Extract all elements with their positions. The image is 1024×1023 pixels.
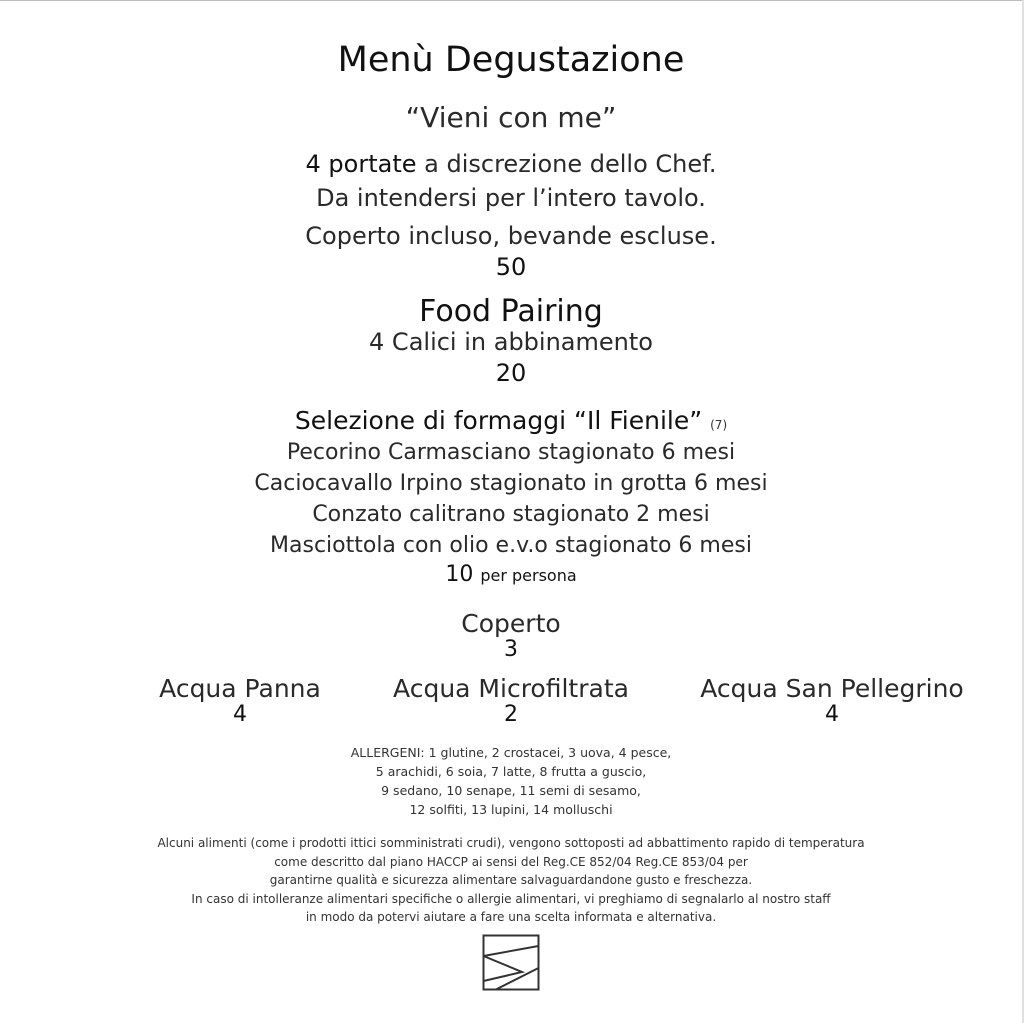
- nota-line: in modo da potervi aiutare a fare una scelta informata e alternativa.: [305, 910, 717, 924]
- coperto-price: 3: [504, 637, 518, 662]
- food-pairing-title: Food Pairing: [419, 294, 603, 329]
- allergeni-line: 12 solfiti, 13 lupini, 14 molluschi: [409, 802, 613, 817]
- portate-desc: a discrezione dello Chef.: [416, 150, 717, 178]
- allergeni-line: 5 arachidi, 6 soia, 7 latte, 8 frutta a guscio,: [375, 764, 647, 779]
- degustazione-name: “Vieni con me”: [405, 101, 617, 134]
- menu-title: Menù Degustazione: [337, 40, 685, 80]
- formaggi-allergen-note: (7): [710, 418, 728, 432]
- nota-block: [0, 834, 1022, 927]
- allergeni-line: ALLERGENI: 1 glutine, 2 crostacei, 3 uova, 4 pesce,: [350, 745, 672, 760]
- formaggi-title-row: [0, 406, 1022, 435]
- portate-count: 4 portate: [305, 150, 417, 178]
- acqua-label: Acqua Panna: [159, 674, 321, 703]
- allergeni-line: 9 sedano, 10 senape, 11 semi di sesamo,: [381, 783, 641, 798]
- formaggi-item: Caciocavallo Irpino stagionato in grotta 6 mesi: [254, 471, 768, 496]
- acqua-label: Acqua San Pellegrino: [700, 674, 964, 703]
- degustazione-line-2: Da intendersi per l’intero tavolo.: [316, 184, 706, 212]
- acqua-price: 4: [233, 702, 247, 727]
- nota-line: garantirne qualità e sicurezza alimentare salvaguardandone gusto e freschezza.: [269, 873, 753, 887]
- formaggi-price: 10: [445, 562, 474, 587]
- acqua-label: Acqua Microfiltrata: [393, 674, 629, 703]
- acqua-price: 2: [504, 702, 518, 727]
- food-pairing-desc: 4 Calici in abbinamento: [369, 328, 653, 356]
- nota-line: come descritto dal piano HACCP ai sensi del Reg.CE 852/04 Reg.CE 853/04 per: [274, 854, 748, 869]
- formaggi-price-row: [0, 562, 1022, 587]
- formaggi-item: Conzato calitrano stagionato 2 mesi: [312, 502, 710, 527]
- restaurant-logo-icon: [482, 934, 540, 991]
- nota-line: Alcuni alimenti (come i prodotti ittici somministrati crudi), vengono sottoposti ad abbattimento rapido di temperatura: [157, 836, 865, 850]
- formaggi-price-unit: per persona: [480, 566, 577, 585]
- degustazione-line-1: [0, 150, 1022, 178]
- acqua-panna: [140, 674, 340, 727]
- formaggi-title: Selezione di formaggi “Il Fienile”: [294, 406, 703, 435]
- acqua-microfiltrata: [371, 674, 651, 727]
- top-border: [0, 0, 1024, 1]
- coperto-label: Coperto: [461, 609, 561, 638]
- allergeni-block: [0, 743, 1022, 819]
- nota-line: In caso di intolleranze alimentari specifiche o allergie alimentari, vi preghiamo di segnalarlo al nostro staff: [191, 891, 831, 906]
- formaggi-item: Masciottola con olio e.v.o stagionato 6 mesi: [270, 533, 752, 558]
- acqua-san-pellegrino: [691, 674, 973, 727]
- degustazione-price: 50: [495, 253, 527, 281]
- formaggi-item: Pecorino Carmasciano stagionato 6 mesi: [286, 440, 736, 465]
- food-pairing-price: 20: [495, 359, 527, 387]
- acqua-price: 4: [825, 702, 839, 727]
- degustazione-line-3: Coperto incluso, bevande escluse.: [305, 222, 717, 250]
